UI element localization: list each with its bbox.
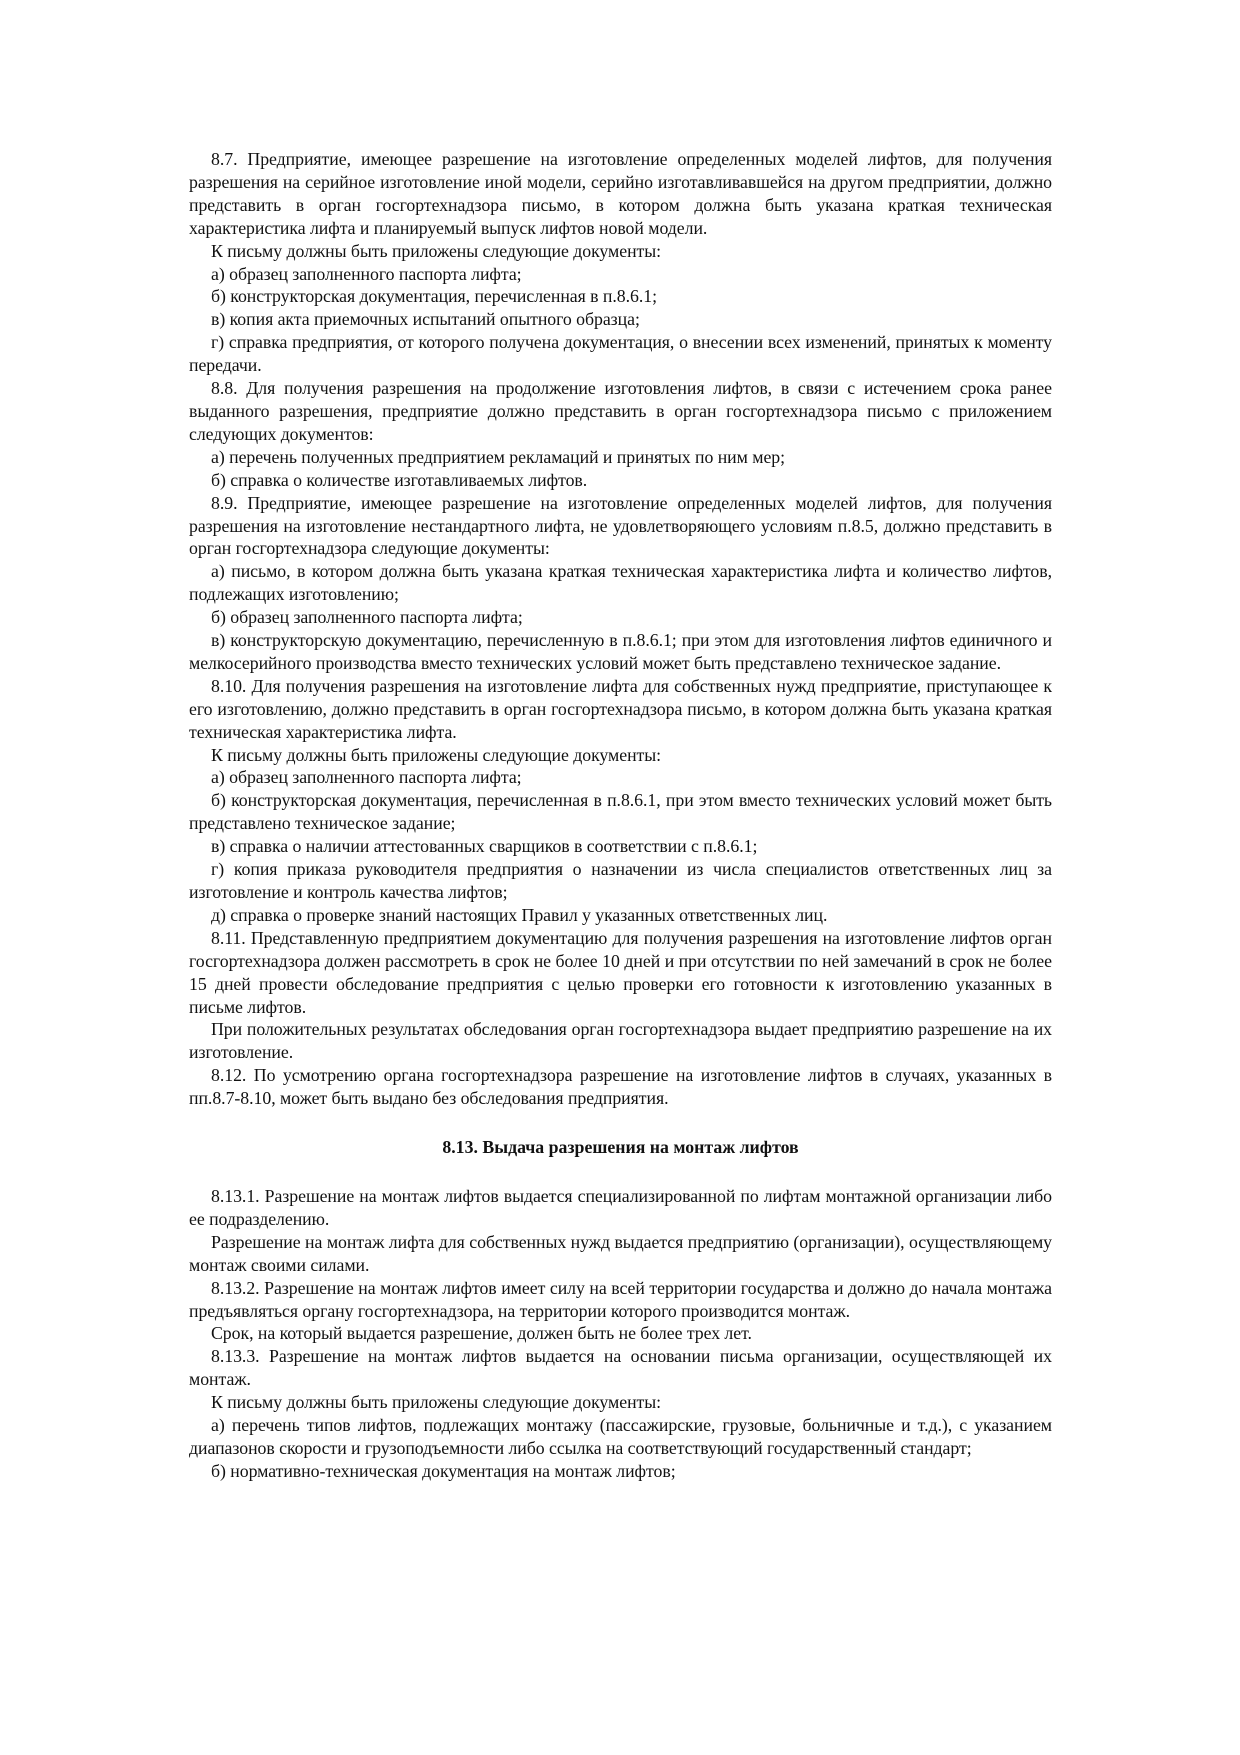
list-item-b: б) конструкторская документация, перечисленная в п.8.6.1; xyxy=(211,286,657,307)
paragraph-inspection-result: При положительных результатах обследования орган госгортехнадзора выдает предприятию разрешение на их изготовление. xyxy=(189,1019,1052,1063)
paragraph-8-8: 8.8. Для получения разрешения на продолжение изготовления лифтов, в связи с истечением срока ранее выданного разрешения, предприятие должно представить в орган госгортехнадзора письмо с приложением следующих документов: xyxy=(189,378,1052,444)
list-item-b: б) образец заполненного паспорта лифта; xyxy=(211,607,523,628)
paragraph-attachments-intro: К письму должны быть приложены следующие документы: xyxy=(211,1392,662,1413)
paragraph-8-13-2: 8.13.2. Разрешение на монтаж лифтов имеет силу на всей территории государства и должно до начала монтажа предъявляться органу госгортехнадзора, на территории которого производится монтаж. xyxy=(189,1277,1052,1321)
list-item-v: в) копия акта приемочных испытаний опытного образца; xyxy=(211,309,640,330)
paragraph-attachments-intro: К письму должны быть приложены следующие документы: xyxy=(211,744,662,765)
list-item-a: а) перечень полученных предприятием рекламаций и принятых по ним мер; xyxy=(211,446,786,467)
list-item-a: а) образец заполненного паспорта лифта; xyxy=(211,767,522,788)
paragraph-attachments-intro: К письму должны быть приложены следующие документы: xyxy=(211,240,662,261)
list-item-b: б) конструкторская документация, перечисленная в п.8.6.1, при этом вместо технических условий может быть представлено техническое задание; xyxy=(189,790,1052,834)
paragraph-own-needs-permit: Разрешение на монтаж лифта для собственных нужд выдается предприятию (организации), осуществляющему монтаж своими силами. xyxy=(189,1231,1052,1275)
list-item-d: д) справка о проверке знаний настоящих Правил у указанных ответственных лиц. xyxy=(211,904,828,925)
list-item-v: в) конструкторскую документацию, перечисленную в п.8.6.1; при этом для изготовления лифтов единичного и мелкосерийного производства вместо технических условий может быть представлено техническое задание. xyxy=(189,630,1052,673)
paragraph-8-11: 8.11. Представленную предприятием документацию для получения разрешения на изготовление лифтов орган госгортехнадзора должен рассмотреть в срок не более 10 дней и при отсутствии по ней замечаний в срок не более 15 дней провести обследование предприятия с целью проверки его готовности к изготовлению указанных в письме лифтов. xyxy=(189,927,1052,1017)
list-item-v: в) справка о наличии аттестованных сварщиков в соответствии с п.8.6.1; xyxy=(211,836,758,857)
list-item-g: г) копия приказа руководителя предприятия о назначении из числа специалистов ответственных лиц за изготовление и контроль качества лифтов; xyxy=(189,859,1052,902)
paragraph-8-13-3: 8.13.3. Разрешение на монтаж лифтов выдается на основании письма организации, осуществляющей их монтаж. xyxy=(189,1346,1052,1390)
section-heading-8-13: 8.13. Выдача разрешения на монтаж лифтов xyxy=(442,1137,799,1158)
list-item-b: б) справка о количестве изготавливаемых лифтов. xyxy=(211,469,588,490)
list-item-g: г) справка предприятия, от которого получена документация, о внесении всех изменений, принятых к моменту передачи. xyxy=(189,332,1052,376)
paragraph-8-7: 8.7. Предприятие, имеющее разрешение на изготовление определенных моделей лифтов, для получения разрешения на серийное изготовление иной модели, серийно изготавливавшейся на другом предприятии, должно представить в орган госгортехнадзора письмо, в котором должна быть указана краткая техническая характеристика лифта и планируемый выпуск лифтов новой модели. xyxy=(189,149,1052,238)
paragraph-8-9: 8.9. Предприятие, имеющее разрешение на изготовление определенных моделей лифтов, для получения разрешения на изготовление нестандартного лифта, не удовлетворяющего условиям п.8.5, должно представить в орган госгортехнадзора следующие документы: xyxy=(189,492,1052,559)
paragraph-permit-term: Срок, на который выдается разрешение, должен быть не более трех лет. xyxy=(211,1323,752,1344)
document-page xyxy=(189,148,1052,1483)
list-item-b: б) нормативно-техническая документация на монтаж лифтов; xyxy=(211,1460,676,1481)
list-item-a: а) образец заполненного паспорта лифта; xyxy=(211,263,522,284)
list-item-a: а) перечень типов лифтов, подлежащих монтажу (пассажирские, грузовые, больничные и т.д.), с указанием диапазонов скорости и грузоподъемности либо ссылка на соответствующий государственный стандарт; xyxy=(189,1415,1052,1458)
list-item-a: а) письмо, в котором должна быть указана краткая техническая характеристика лифта и количество лифтов, подлежащих изготовлению; xyxy=(189,561,1052,605)
paragraph-8-13-1: 8.13.1. Разрешение на монтаж лифтов выдается специализированной по лифтам монтажной организации либо ее подразделению. xyxy=(189,1185,1052,1229)
paragraph-8-12: 8.12. По усмотрению органа госгортехнадзора разрешение на изготовление лифтов в случаях, указанных в пп.8.7-8.10, может быть выдано без обследования предприятия. xyxy=(189,1065,1052,1109)
paragraph-8-10: 8.10. Для получения разрешения на изготовление лифта для собственных нужд предприятие, приступающее к его изготовлению, должно представить в орган госгортехнадзора письмо, в котором должна быть указана краткая техническая характеристика лифта. xyxy=(189,675,1052,742)
